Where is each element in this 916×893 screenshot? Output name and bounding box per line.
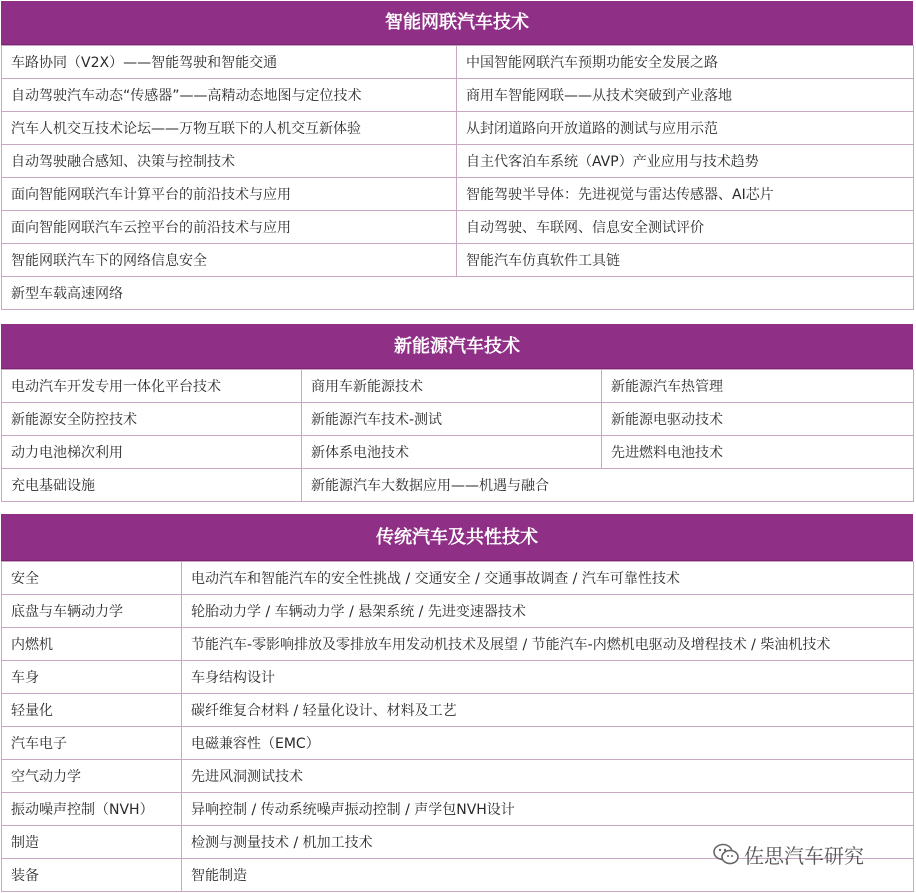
table-cell: 智能网联汽车下的网络信息安全 xyxy=(2,244,457,277)
topic-table xyxy=(1,45,914,310)
table-cell: 新型车载高速网络 xyxy=(2,277,914,310)
table-row xyxy=(2,628,914,661)
table-row xyxy=(2,727,914,760)
section-intelligent-connected xyxy=(1,1,913,310)
table-row xyxy=(2,178,914,211)
table-cell: 检测与测量技术 / 机加工技术 xyxy=(182,826,914,859)
table-row xyxy=(2,661,914,694)
watermark-text: 佐思汽车研究 xyxy=(744,843,864,868)
table-cell: 新能源汽车技术-测试 xyxy=(302,403,602,436)
table-cell: 车路协同（V2X）——智能驾驶和智能交通 xyxy=(2,46,457,79)
table-row xyxy=(2,562,914,595)
table-cell: 新能源汽车热管理 xyxy=(602,370,914,403)
table-row xyxy=(2,370,914,403)
table-row xyxy=(2,79,914,112)
table-cell: 安全 xyxy=(2,562,182,595)
table-cell: 面向智能网联汽车云控平台的前沿技术与应用 xyxy=(2,211,457,244)
section-title: 智能网联汽车技术 xyxy=(1,1,913,45)
table-cell: 异响控制 / 传动系统噪声振动控制 / 声学包NVH设计 xyxy=(182,793,914,826)
table-row xyxy=(2,211,914,244)
table-cell: 智能制造 xyxy=(182,859,914,892)
watermark xyxy=(712,836,864,872)
table-cell: 碳纤维复合材料 / 轻量化设计、材料及工艺 xyxy=(182,694,914,727)
table-cell: 新能源汽车大数据应用——机遇与融合 xyxy=(302,469,914,502)
section-title: 新能源汽车技术 xyxy=(1,324,913,369)
table-row xyxy=(2,436,914,469)
table-row xyxy=(2,793,914,826)
table-cell: 先进风洞测试技术 xyxy=(182,760,914,793)
table-cell: 自动驾驶汽车动态“传感器”——高精动态地图与定位技术 xyxy=(2,79,457,112)
table-cell: 电动汽车和智能汽车的安全性挑战 / 交通安全 / 交通事故调查 / 汽车可靠性技术 xyxy=(182,562,914,595)
table-row xyxy=(2,595,914,628)
table-cell: 自动驾驶融合感知、决策与控制技术 xyxy=(2,145,457,178)
table-cell: 空气动力学 xyxy=(2,760,182,793)
table-cell: 中国智能网联汽车预期功能安全发展之路 xyxy=(457,46,914,79)
table-cell: 汽车人机交互技术论坛——万物互联下的人机交互新体验 xyxy=(2,112,457,145)
table-cell: 智能驾驶半导体：先进视觉与雷达传感器、AI芯片 xyxy=(457,178,914,211)
table-cell: 新能源电驱动技术 xyxy=(602,403,914,436)
table-row xyxy=(2,145,914,178)
table-cell: 自主代客泊车系统（AVP）产业应用与技术趋势 xyxy=(457,145,914,178)
section-title: 传统汽车及共性技术 xyxy=(1,514,913,561)
table-cell: 智能汽车仿真软件工具链 xyxy=(457,244,914,277)
table-row xyxy=(2,760,914,793)
table-cell: 振动噪声控制（NVH） xyxy=(2,793,182,826)
table-row xyxy=(2,112,914,145)
table-cell: 车身结构设计 xyxy=(182,661,914,694)
table-cell: 新能源安全防控技术 xyxy=(2,403,302,436)
table-cell: 电动汽车开发专用一体化平台技术 xyxy=(2,370,302,403)
table-cell: 充电基础设施 xyxy=(2,469,302,502)
table-cell: 先进燃料电池技术 xyxy=(602,436,914,469)
table-row xyxy=(2,694,914,727)
table-cell: 轮胎动力学 / 车辆动力学 / 悬架系统 / 先进变速器技术 xyxy=(182,595,914,628)
table-cell: 节能汽车-零影响排放及零排放车用发动机技术及展望 / 节能汽车-内燃机电驱动及增程技术 / 柴油机技术 xyxy=(182,628,914,661)
table-row xyxy=(2,469,914,502)
table-row xyxy=(2,244,914,277)
table-cell: 底盘与车辆动力学 xyxy=(2,595,182,628)
table-cell: 汽车电子 xyxy=(2,727,182,760)
table-cell: 内燃机 xyxy=(2,628,182,661)
table-cell: 制造 xyxy=(2,826,182,859)
table-cell: 电磁兼容性（EMC） xyxy=(182,727,914,760)
topic-table xyxy=(1,369,914,502)
table-row xyxy=(2,46,914,79)
table-cell: 新体系电池技术 xyxy=(302,436,602,469)
table-row xyxy=(2,403,914,436)
table-cell: 商用车新能源技术 xyxy=(302,370,602,403)
table-cell: 动力电池梯次利用 xyxy=(2,436,302,469)
section-new-energy xyxy=(1,324,913,502)
table-cell: 从封闭道路向开放道路的测试与应用示范 xyxy=(457,112,914,145)
wechat-icon xyxy=(712,842,740,866)
table-cell: 面向智能网联汽车计算平台的前沿技术与应用 xyxy=(2,178,457,211)
table-cell: 自动驾驶、车联网、信息安全测试评价 xyxy=(457,211,914,244)
table-row xyxy=(2,277,914,310)
table-cell: 轻量化 xyxy=(2,694,182,727)
table-cell: 车身 xyxy=(2,661,182,694)
table-cell: 装备 xyxy=(2,859,182,892)
table-cell: 商用车智能网联——从技术突破到产业落地 xyxy=(457,79,914,112)
